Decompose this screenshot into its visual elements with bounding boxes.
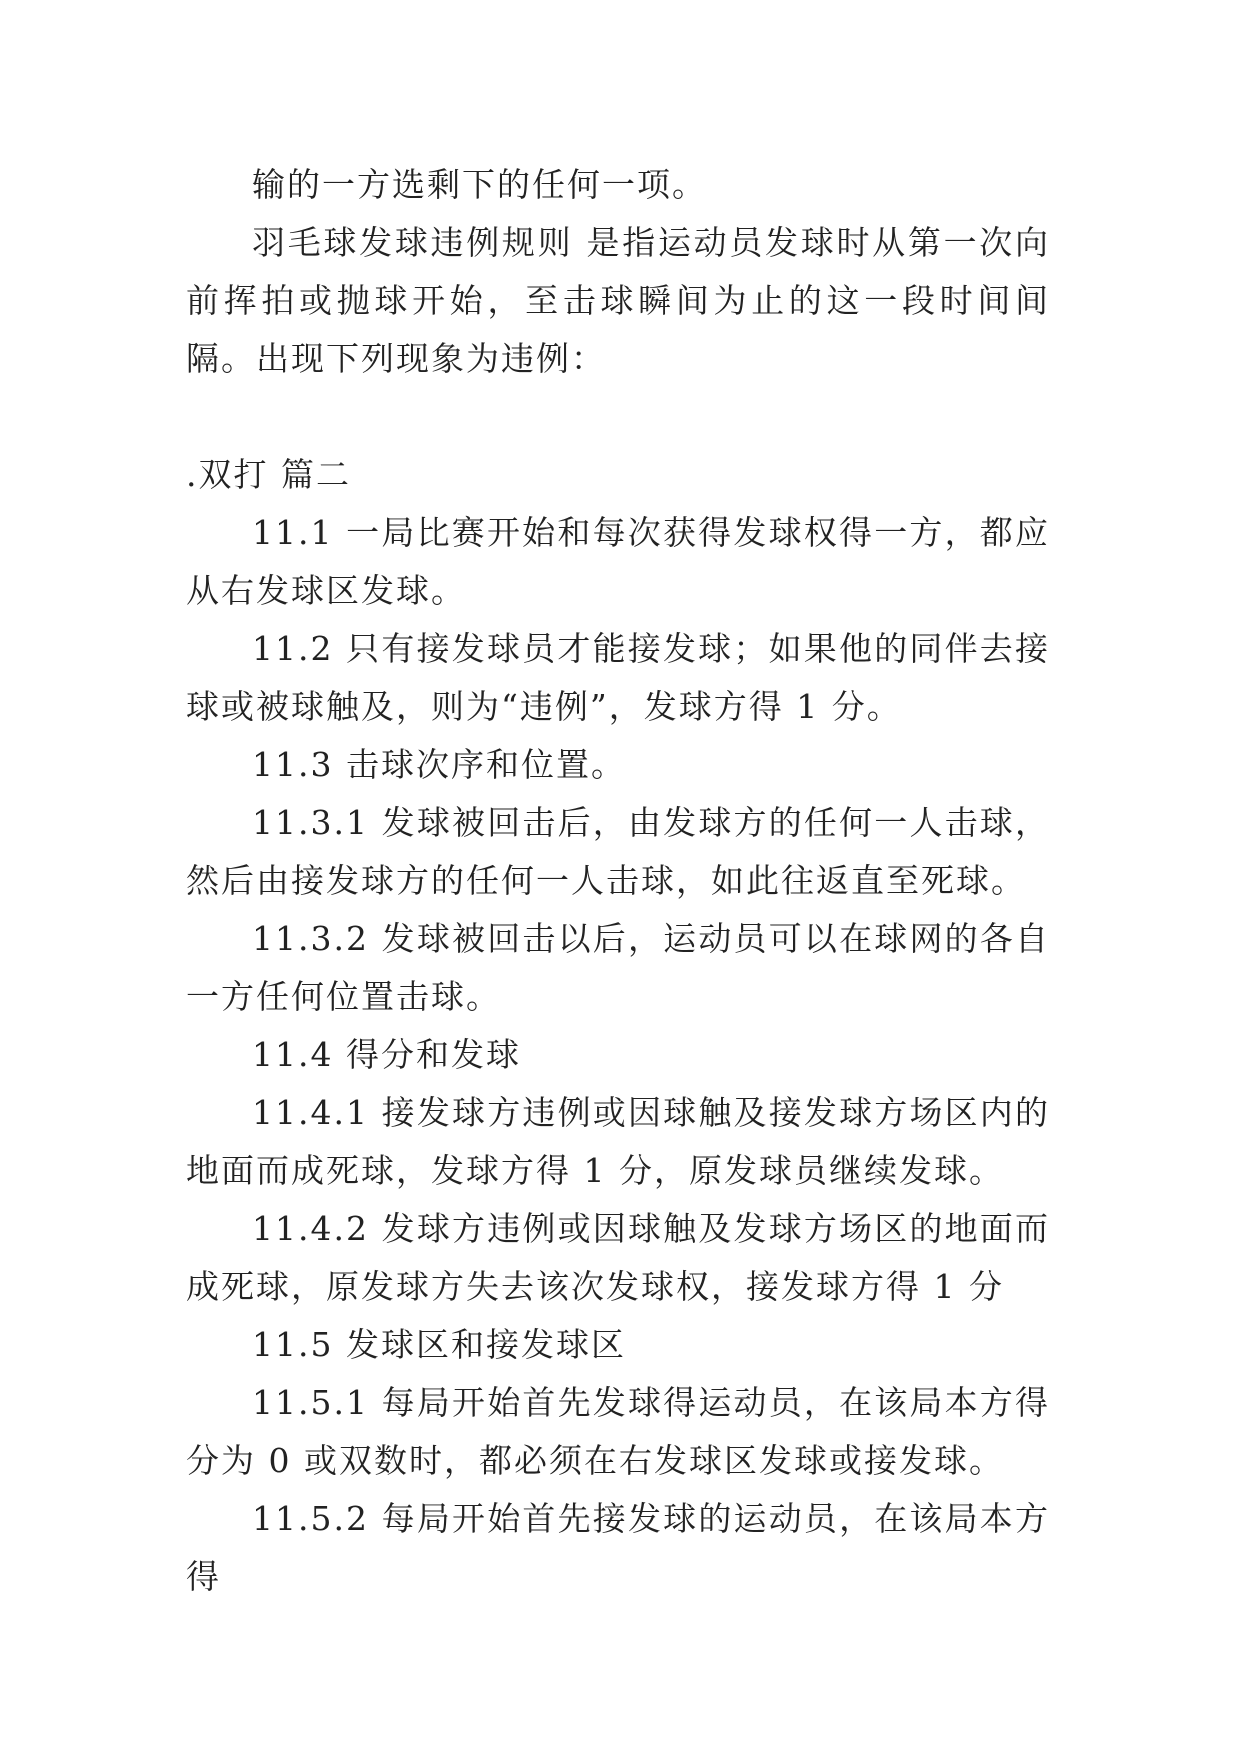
paragraph: 输的一方选剩下的任何一项。 (252, 165, 707, 204)
document-body (186, 156, 1050, 1606)
paragraph: 11.4.1 接发球方违例或因球触及接发球方场区内的地面而成死球，发球方得 1 分，原发球员继续发球。 (186, 1093, 1050, 1190)
paragraph: 11.3.2 发球被回击以后，运动员可以在球网的各自一方任何位置击球。 (186, 919, 1050, 1016)
paragraph: 11.1 一局比赛开始和每次获得发球权得一方，都应从右发球区发球。 (186, 513, 1050, 610)
paragraph: 11.4 得分和发球 (252, 1035, 521, 1074)
paragraph: 11.4.2 发球方违例或因球触及发球方场区的地面而成死球，原发球方失去该次发球权，接发球方得 1 分 (186, 1209, 1050, 1306)
section-heading: .双打 篇二 (186, 455, 351, 494)
paragraph: 羽毛球发球违例规则 是指运动员发球时从第一次向前挥拍或抛球开始，至击球瞬间为止的这一段时间间隔。出现下列现象为违例： (186, 223, 1050, 378)
paragraph: 11.5.2 每局开始首先接发球的运动员，在该局本方得 (186, 1499, 1050, 1596)
paragraph: 11.5 发球区和接发球区 (252, 1325, 626, 1364)
paragraph: 11.2 只有接发球员才能接发球；如果他的同伴去接球或被球触及，则为“违例”，发球方得 1 分。 (186, 629, 1050, 726)
paragraph: 11.3.1 发球被回击后，由发球方的任何一人击球，然后由接发球方的任何一人击球，如此往返直至死球。 (186, 803, 1050, 900)
blank-line (186, 388, 1050, 446)
paragraph: 11.3 击球次序和位置。 (252, 745, 626, 784)
paragraph: 11.5.1 每局开始首先发球得运动员，在该局本方得分为 0 或双数时，都必须在右发球区发球或接发球。 (186, 1383, 1050, 1480)
